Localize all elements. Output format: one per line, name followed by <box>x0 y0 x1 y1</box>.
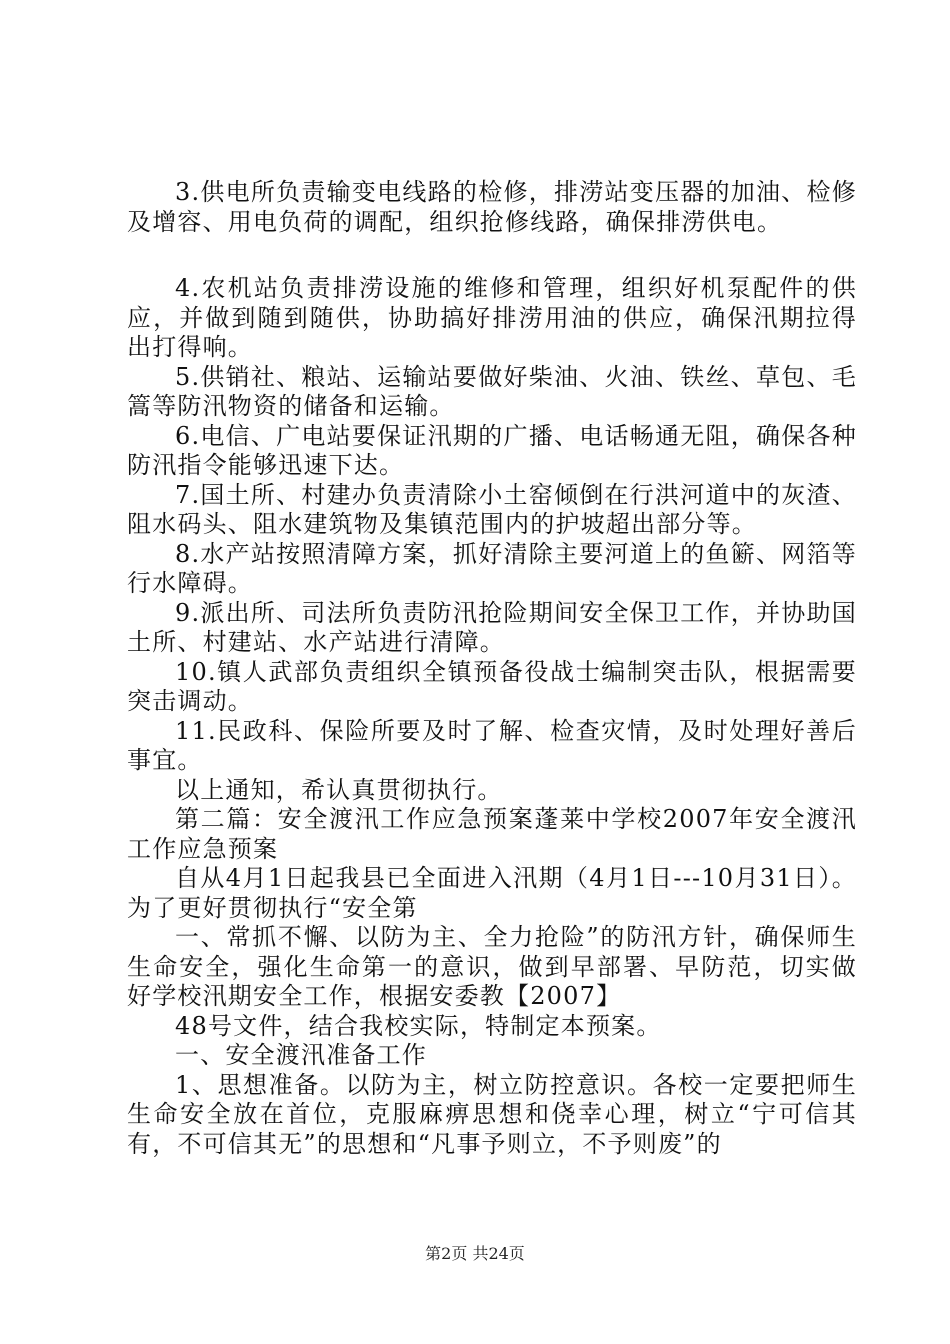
subsection-heading: 一、安全渡汛准备工作 <box>175 1041 427 1069</box>
paragraph: 一、常抓不懈、以防为主、全力抢险”的防汛方针，确保师生生命安全，强化生命第一的意识，做到早部署、早防范，切实做好学校汛期安全工作，根据安委教【2007】 <box>127 923 857 1010</box>
paragraph: 8.水产站按照清障方案，抓好清除主要河道上的鱼簖、网箔等行水障碍。 <box>127 539 857 597</box>
paragraph: 9.派出所、司法所负责防汛抢险期间安全保卫工作，并协助国土所、村建站、水产站进行清障。 <box>127 598 857 656</box>
paragraph: 48号文件，结合我校实际，特制定本预案。 <box>175 1011 662 1040</box>
section-heading: 第二篇：安全渡汛工作应急预案蓬莱中学校2007年安全渡汛工作应急预案 <box>127 805 857 863</box>
paragraph: 1、思想准备。以防为主，树立防控意识。各校一定要把师生生命安全放在首位，克服麻痹思想和侥幸心理，树立“宁可信其有，不可信其无”的思想和“凡事予则立，不予则废”的 <box>127 1070 857 1158</box>
paragraph: 6.电信、广电站要保证汛期的广播、电话畅通无阻，确保各种防汛指令能够迅速下达。 <box>127 421 857 479</box>
paragraph: 5.供销社、粮站、运输站要做好柴油、火油、铁丝、草包、毛篙等防汛物资的储备和运输。 <box>127 362 857 420</box>
page-number-label: 第2页 共24页 <box>425 1244 525 1263</box>
paragraph: 自从4月1日起我县已全面进入汛期（4月1日---10月31日）。为了更好贯彻执行“安全第 <box>127 864 857 922</box>
paragraph: 11.民政科、保险所要及时了解、检查灾情，及时处理好善后事宜。 <box>127 716 857 774</box>
paragraph: 4.农机站负责排涝设施的维修和管理，组织好机泵配件的供应，并做到随到随供，协助搞好排涝用油的供应，确保汛期拉得出打得响。 <box>127 274 857 361</box>
page-footer <box>0 1244 950 1264</box>
paragraph: 3.供电所负责输变电线路的检修，排涝站变压器的加油、检修及增容、用电负荷的调配，组织抢修线路，确保排涝供电。 <box>127 178 857 236</box>
paragraph: 以上通知，希认真贯彻执行。 <box>175 775 503 804</box>
paragraph: 7.国土所、村建办负责清除小土窑倾倒在行洪河道中的灰渣、阻水码头、阻水建筑物及集镇范围内的护坡超出部分等。 <box>127 480 857 538</box>
document-body <box>127 178 857 1159</box>
paragraph: 10.镇人武部负责组织全镇预备役战士编制突击队，根据需要突击调动。 <box>127 657 857 715</box>
